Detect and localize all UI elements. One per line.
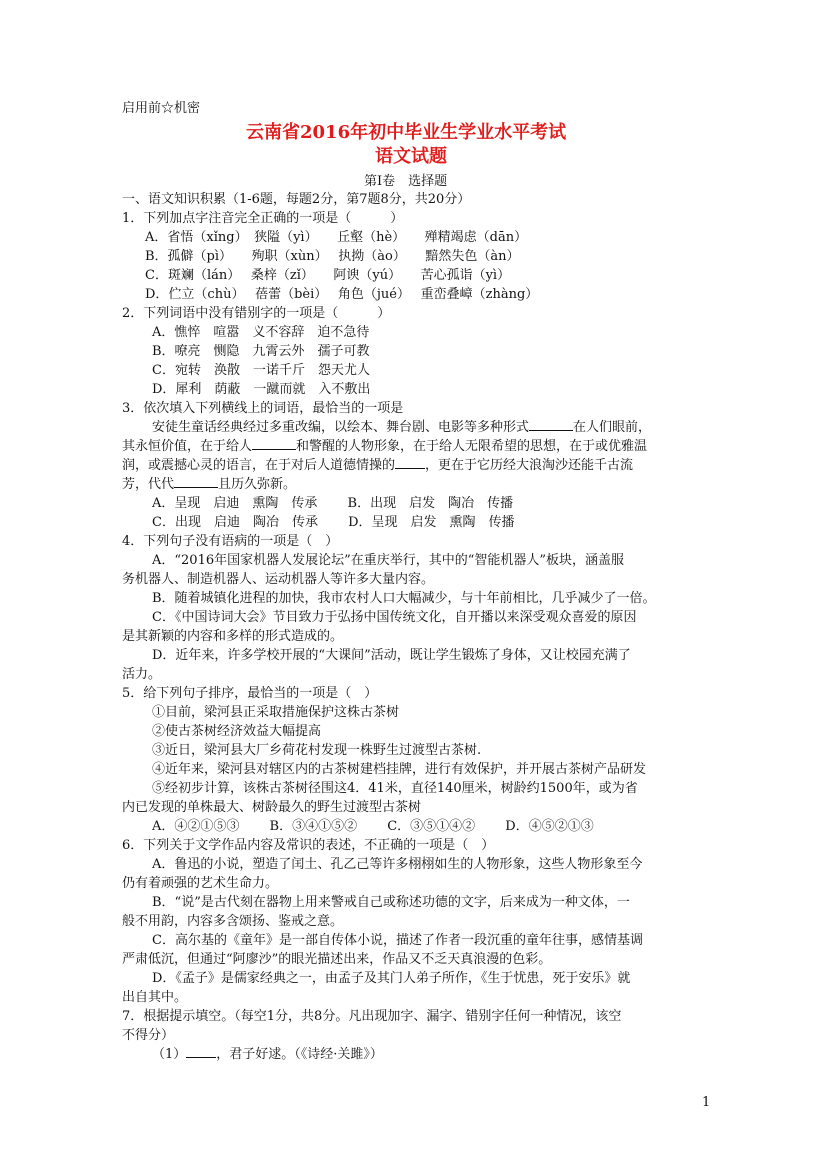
q5-sentence-3: ③近日，梁河县大厂乡荷花村发现一株野生过渡型古茶树.	[152, 743, 482, 758]
q1-option-b: B．孤僻（pì） 殉职（xùn） 执拗（ào） 黯然失色（àn）	[145, 249, 520, 264]
q3-stem: 3．依次填入下列横线上的词语，最恰当的一项是	[122, 401, 404, 416]
fill-blank[interactable]	[529, 418, 573, 431]
q2-option-b: B．嘹亮 恻隐 九霄云外 孺子可教	[152, 344, 370, 359]
exam-title: 云南省2016年初中毕业生学业水平考试	[246, 122, 567, 143]
q3-passage-line	[152, 418, 651, 437]
q3-text: 芳，代代	[122, 477, 175, 492]
fill-blank[interactable]	[252, 437, 296, 450]
q4-stem: 4．下列句子没有语病的一项是（ ）	[122, 534, 339, 549]
q2-option-c: C．宛转 涣散 一诺千斤 怨天尤人	[152, 363, 370, 378]
q3-text: ，更在于它历经大浪淘沙还能千古流	[425, 458, 634, 473]
fill-blank[interactable]	[395, 456, 425, 469]
q4-option-a-cont: 务机器人、制造机器人、运动机器人等许多大量内容。	[122, 572, 435, 587]
q3-text: 和警醒的人物形象，在于给人无限希望的思想，在于或优雅温	[296, 439, 648, 454]
q1-option-d: D．伫立（chù） 蓓蕾（bèi） 角色（jué） 重峦叠嶂（zhàng）	[145, 287, 539, 302]
q7-stem: 7．根据提示填空。（每空1分，共8分。凡出现加字、漏字、错别字任何一种情况，该空	[122, 1009, 622, 1024]
q3-passage-line	[122, 456, 633, 475]
q4-option-b: B．随着城镇化进程的加快，我市农村人口大幅减少，与十年前相比，几乎减少了一倍。	[152, 591, 656, 606]
fill-blank[interactable]	[186, 1045, 216, 1058]
q6-stem: 6．下列关于文学作品内容及常识的表述，不正确的一项是（ ）	[122, 838, 495, 853]
q5-sentence-1: ①目前，梁河县正采取措施保护这株古茶树	[152, 705, 400, 720]
q3-passage-line	[122, 437, 647, 456]
q4-option-d: D．近年来，许多学校开展的“大课间”活动，既让学生锻炼了身体，又让校园充满了	[152, 648, 631, 663]
q3-text: 在人们眼前，	[573, 420, 652, 435]
q4-option-d-cont: 活力。	[122, 667, 162, 682]
q6-option-c: C．高尔基的《童年》是一部自传体小说，描述了作者一段沉重的童年往事，感情基调	[152, 933, 643, 948]
q6-option-c-cont: 严肃低沉，但通过“阿廖沙”的眼光描述出来，作品又不乏天真浪漫的色彩。	[122, 952, 552, 967]
q5-sentence-4: ④近年来，梁河县对辖区内的古茶树建档挂牌，进行有效保护，并开展古茶树产品研发	[152, 762, 647, 777]
q4-option-c: C．《中国诗词大会》节目致力于弘扬中国传统文化，自开播以来深受观众喜爱的原因	[152, 610, 637, 625]
fill-blank[interactable]	[174, 475, 218, 488]
q6-option-d-cont: 出自其中。	[122, 990, 188, 1005]
q3-text: 安徒生童话经典经过多重改编，以绘本、舞台剧、电影等多种形式	[152, 420, 530, 435]
q4-option-c-cont: 是其新颖的内容和多样的形式造成的。	[122, 629, 344, 644]
q5-stem: 5．给下列句子排序，最恰当的一项是（ ）	[122, 686, 378, 701]
q2-stem: 2．下列词语中没有错别字的一项是（ ）	[122, 306, 391, 321]
exam-subtitle: 语文试题	[375, 146, 447, 167]
q3-passage-line	[122, 475, 296, 494]
q3-text: 润，或震撼心灵的语言，在于对后人道德情操的	[122, 458, 396, 473]
q5-sentence-2: ②使古茶树经济效益大幅提高	[152, 724, 322, 739]
q6-option-d: D．《孟子》是儒家经典之一，由孟子及其门人弟子所作，《生于忧患，死于安乐》就	[152, 971, 631, 986]
q7-item-text: ，君子好逑。（《诗经·关雎》）	[216, 1047, 383, 1062]
q5-options: A．④②①⑤③ B．③④①⑤② C．③⑤①④② D．④⑤②①③	[152, 819, 594, 834]
q7-stem-cont: 不得分）	[122, 1028, 175, 1043]
q7-item-number: （1）	[152, 1047, 187, 1062]
q3-options-ab: A．呈现 启迪 熏陶 传承 B．出现 启发 陶冶 传播	[152, 496, 514, 511]
volume-heading: 第Ⅰ卷 选择题	[364, 174, 448, 189]
q7-item-1	[152, 1045, 383, 1064]
q2-option-d: D．犀利 荫蔽 一蹴而就 入不敷出	[152, 382, 371, 397]
q1-option-c: C．斑斓（lán） 桑梓（zǐ） 阿谀（yú） 苦心孤诣（yì）	[145, 268, 511, 283]
q3-text: 且历久弥新。	[218, 477, 297, 492]
q1-stem: 1．下列加点字注音完全正确的一项是（ ）	[122, 211, 404, 226]
q6-option-a-cont: 仍有着顽强的艺术生命力。	[122, 876, 279, 891]
q4-option-a: A．“2016年国家机器人发展论坛”在重庆举行，其中的“智能机器人”板块，涵盖服	[152, 553, 625, 568]
q5-sentence-5-cont: 内已发现的单株最大、树龄最久的野生过渡型古茶树	[122, 800, 422, 815]
q6-option-a: A．鲁迅的小说，塑造了闰土、孔乙己等许多栩栩如生的人物形象，这些人物形象至今	[152, 857, 643, 872]
q3-text: 其永恒价值，在于给人	[122, 439, 253, 454]
q5-sentence-5: ⑤经初步计算，该株古茶树径围这4．41米，直径140厘米，树龄约1500年，或为省	[152, 781, 638, 796]
q3-options-cd: C．出现 启迪 陶冶 传承 D．呈现 启发 熏陶 传播	[152, 515, 515, 530]
q1-option-a: A．省悟（xǐng） 狭隘（yì） 丘壑（hè） 殚精竭虑（dān）	[145, 230, 528, 245]
q6-option-b: B．“说”是古代刻在器物上用来警戒自己或称述功德的文字，后来成为一种文体，一	[152, 895, 630, 910]
confidential-header: 启用前☆机密	[122, 101, 201, 116]
q2-option-a: A．憔悴 喧嚣 义不容辞 迫不急待	[152, 325, 370, 340]
section-heading: 一、语文知识积累（1-6题，每题2分，第7题8分，共20分）	[122, 192, 471, 207]
page-number: 1	[702, 1095, 711, 1110]
q6-option-b-cont: 般不用韵，内容多含颂扬、鉴戒之意。	[122, 914, 344, 929]
